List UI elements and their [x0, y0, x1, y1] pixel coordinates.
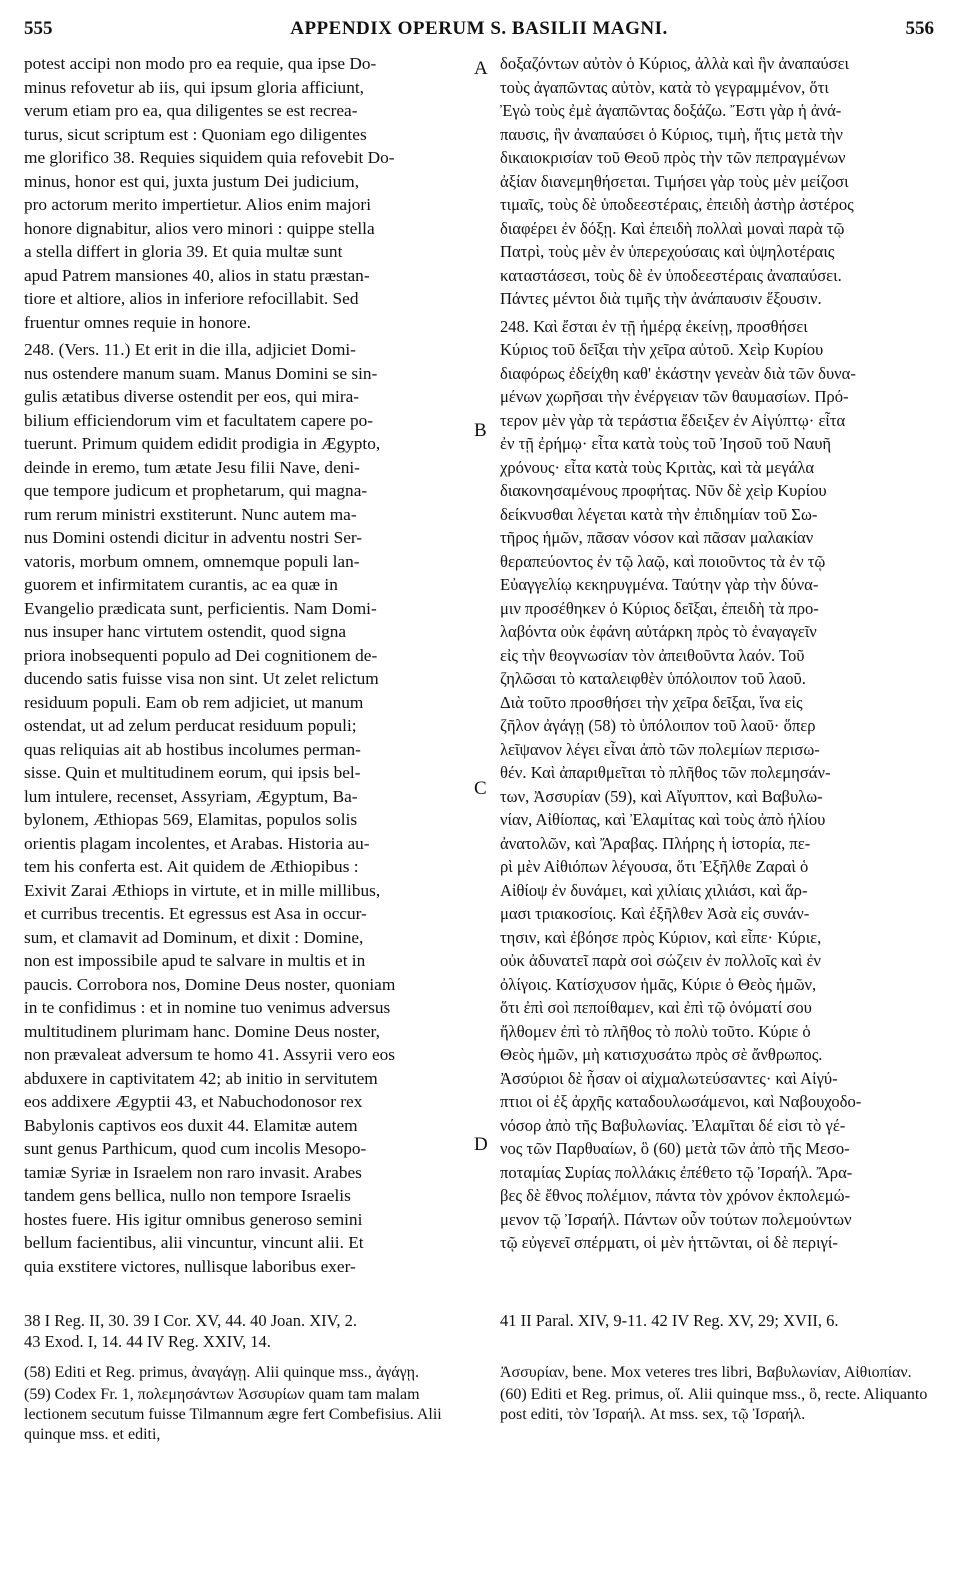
text-line: residuum populi. Eam ob rem adjiciet, ut manum — [24, 692, 364, 712]
text-line: quia exstitere victores, nullisque laboribus exer- — [24, 1256, 356, 1276]
text-line: rum rerum ministri exstiterunt. Nunc autem ma- — [24, 504, 357, 524]
text-line: sunt genus Parthicum, quod cum incolis Mesopo- — [24, 1139, 367, 1158]
text-line: nus Domini ostendi dicitur in adventu nostri Ser- — [24, 528, 363, 547]
text-line: Exivit Zarai Æthiops in virtute, et in mille millibus, — [24, 880, 381, 900]
text-line: Ἀσσύριοι δὲ ἦσαν οἱ αἰχμαλωτεύσαντες· καὶ Αἰγύ- — [500, 1068, 838, 1088]
text-line: μιν προσέθηκεν ὁ Κύριος δεῖξαι, ἐπειδὴ τὰ προ- — [500, 598, 819, 618]
footnotes-right — [500, 1310, 932, 1331]
page-number-left: 555 — [24, 18, 53, 39]
text-line: in te confidimus : et in nomine tuo venimus adversus — [24, 998, 391, 1017]
text-line: guorem et infirmitatem curantis, ac ea quæ in — [24, 575, 338, 594]
text-line: νόσορ ἀπὸ τῆς Βαβυλωνίας. Ἐλαμῖται δέ εἰσι τὸ γέ- — [500, 1115, 846, 1135]
text-line: πτιοι οἱ ἐξ ἀρχῆς καταδουλωσάμενοι, καὶ Ναβουχοδο- — [500, 1092, 862, 1111]
greek-column — [500, 52, 932, 1255]
text-line: Θεὸς ἡμῶν, μὴ κατισχυσάτω πρὸς σὲ ἄνθρωπος. — [500, 1045, 823, 1064]
text-line: διαφόρως ἐδείχθη καθ' ἑκάστην γενεὰν διὰ τῶν δυνα- — [500, 363, 856, 383]
text-line: priora inobsequenti populo ad Dei cognitionem de- — [24, 645, 378, 665]
text-line: bylonem, Æthiopas 569, Elamitas, populos solis — [24, 810, 358, 829]
text-line: Πάντες μέντοι διὰ τιμῆς τὴν ἀνάπαυσιν ἕξουσιν. — [500, 289, 822, 308]
text-line: non est impossibile apud te salvare in multis et in — [24, 951, 366, 970]
text-line: χρόνους· εἶτα κατὰ τοὺς Κριτὰς, καὶ τὰ μεγάλα — [500, 457, 815, 477]
text-line: nus insuper hanc virtutem ostendit, quod signa — [24, 622, 347, 641]
text-line: διαφέρει ἐν δόξῃ. Καὶ ἐπειδὴ πολλαὶ μοναὶ παρὰ τῷ — [500, 218, 845, 238]
text-line: quas reliquias ait ab hostibus incolumes perman- — [24, 739, 361, 759]
text-line: λαβόντα οὐκ ἐφάνη αὐτάρκη πρὸς τὸ ἐναγαγεῖν — [500, 622, 817, 641]
text-line: bilium efficiendorum vim et facultatem capere po- — [24, 410, 374, 430]
text-line: νίαν, Αἰθίοπας, καὶ Ἐλαμίτας καὶ τοὺς ἀπὸ ἡλίου — [500, 810, 826, 829]
text-line: vatoris, morbum omnem, omnemque populi lan- — [24, 551, 360, 571]
footnotes-left — [24, 1310, 474, 1352]
text-line: sisse. Quin et multitudinem eorum, qui ipsis bel- — [24, 763, 361, 782]
text-line: tandem gens bellica, nullo non tempore Israelis — [24, 1186, 351, 1205]
text-line: νος τῶν Παρθυαίων, ὃ (60) μετὰ τῶν ἀπὸ τῆς Μεσο- — [500, 1139, 850, 1158]
running-title: APPENDIX OPERUM S. BASILII MAGNI. — [290, 18, 668, 39]
text-line: τῷ εὐγενεῖ σπέρματι, οἱ μὲν ἡττῶνται, οἱ δὲ περιγί- — [500, 1233, 838, 1252]
editorial-note: Ἀσσυρίαν, bene. Mox veteres tres libri, Βαβυλωνίαν, Αἰθιοπίαν. — [500, 1364, 912, 1381]
text-line: tem his conferta est. Ait quidem de Æthiopibus : — [24, 857, 359, 876]
text-line: τοὺς ἀγαπῶντας αὐτὸν, κατὰ τὸ γεγραμμένον, ὅτι — [500, 77, 829, 97]
text-line: fruentur omnes requie in honore. — [24, 312, 251, 332]
text-line: 248. (Vers. 11.) Et erit in die illa, adjiciet Domi- — [24, 340, 356, 359]
text-line: paucis. Corrobora nos, Domine Deus noster, quoniam — [24, 974, 396, 994]
text-line: potest accipi non modo pro ea requie, qua ipse Do- — [24, 54, 377, 73]
section-marker-b: B — [474, 420, 487, 441]
text-line: nus ostendere manum suam. Manus Domini se sin- — [24, 363, 378, 383]
text-line: Εὐαγγελίῳ κεκηρυγμένα. Ταύτην γὰρ τὴν δύνα- — [500, 575, 819, 594]
text-line: que tempore judicum et prophetarum, qui magna- — [24, 481, 368, 500]
text-line: τιμαῖς, τοὺς δὲ ὑποδεεστέραις, ἐπειδὴ ἀστὴρ ἀστέρος — [500, 195, 854, 214]
footnote-line: 38 I Reg. II, 30. 39 I Cor. XV, 44. 40 Joan. XIV, 2. — [24, 1311, 358, 1330]
text-line: Πατρὶ, τοὺς μὲν ἐν ὑπερεχούσαις καὶ ὑψηλοτέραις — [500, 242, 835, 261]
text-line: minus refovetur ab iis, qui ipsum gloria afficiunt, — [24, 77, 364, 97]
page-header — [24, 18, 934, 48]
text-line: δείκνυσθαι λέγεται κατὰ τὴν ἐπιδημίαν τοῦ Σω- — [500, 504, 818, 524]
text-line: deinde in eremo, tum ætate Jesu filii Nave, deni- — [24, 457, 360, 477]
text-line: verum etiam pro ea, qua diligentes se est recrea- — [24, 101, 358, 120]
editorial-note: (60) Editi et Reg. primus, οἵ. Alii quinque mss., ὃ, recte. Aliquanto post editi, τὸν Ἰσραήλ. At mss. sex, τῷ Ἰσραήλ. — [500, 1386, 928, 1423]
text-line: eos addixere Ægyptii 43, et Nabuchodonosor rex — [24, 1092, 363, 1111]
text-line: Evangelio prædicata sunt, perficientis. Nam Domi- — [24, 598, 377, 618]
footnote-line: 43 Exod. I, 14. 44 IV Reg. XXIV, 14. — [24, 1332, 271, 1351]
text-line: a stella differt in gloria 39. Et quia multæ sunt — [24, 242, 343, 261]
text-line: bellum facientibus, alii vincuntur, vincunt alii. Et — [24, 1233, 364, 1252]
text-line: ἀξίαν διανεμηθήσεται. Τιμήσει γὰρ τοὺς μὲν μείζοσι — [500, 171, 849, 191]
text-line: οὐκ ἀδυνατεῖ παρὰ σοὶ σώζειν ἐν πολλοῖς καὶ ἐν — [500, 951, 821, 970]
text-line: lum intulere, recenset, Assyriam, Ægyptum, Ba- — [24, 786, 358, 806]
text-line: apud Patrem mansiones 40, alios in statu præstan- — [24, 265, 370, 285]
text-line: Κύριος τοῦ δεῖξαι τὴν χεῖρα αὐτοῦ. Χεὶρ Κυρίου — [500, 340, 824, 359]
text-line: βες δὲ ἔθνος πολέμιον, πάντα τὸν χρόνον ἐκπολεμώ- — [500, 1186, 851, 1205]
text-line: ζῆλον ἀγάγῃ (58) τὸ ὑπόλοιπον τοῦ λαοῦ· ὅπερ — [500, 716, 816, 735]
editorial-note: (58) Editi et Reg. primus, ἀναγάγῃ. Alii quinque mss., ἀγάγῃ. — [24, 1364, 420, 1381]
text-line: abduxere in captivitatem 42; ab initio in servitutem — [24, 1068, 378, 1088]
text-line: ποταμίας Συρίας πολλάκις ἐπέθετο τῷ Ἰσραήλ. Ἄρα- — [500, 1162, 853, 1182]
text-line: τῆρος ἡμῶν, πᾶσαν νόσον καὶ πᾶσαν μαλακίαν — [500, 528, 814, 547]
text-line: ἤλθομεν ἐπὶ τὸ πλῆθος τὸ πολὺ τοῦτο. Κύριε ὁ — [500, 1021, 811, 1041]
greek-paragraph-2 — [500, 315, 932, 1255]
text-line: ἐν τῇ ἐρήμῳ· εἶτα κατὰ τοὺς τοῦ Ἰησοῦ τοῦ Ναυῆ — [500, 434, 832, 453]
text-line: turus, sicut scriptum est : Quoniam ego diligentes — [24, 124, 367, 144]
text-line: pro actorum merito impertietur. Alios enim majori — [24, 195, 371, 214]
text-line: tuerunt. Primum quidem edidit prodigia in Ægypto, — [24, 434, 381, 453]
text-line: ducendo satis fuisse visa non sint. Ut zelet relictum — [24, 669, 379, 688]
text-line: 248. Καὶ ἔσται ἐν τῇ ἡμέρᾳ ἐκείνῃ, προσθήσει — [500, 316, 808, 336]
text-line: tiore et altiore, alios in inferiore refocillabit. Sed — [24, 289, 359, 308]
text-line: παυσις, ἣν ἀναπαύσει ὁ Κύριος, τιμὴ, ἥτις μετὰ τὴν — [500, 124, 843, 144]
text-line: ostendat, ut ad zelum perducat residuum populi; — [24, 716, 357, 735]
text-line: ζηλῶσαι τὸ καταλειφθὲν ὑπόλοιπον τοῦ λαοῦ. — [500, 669, 806, 688]
text-line: λεῖψανον λέγει εἶναι ἀπὸ τῶν πολεμίων περισω- — [500, 739, 820, 759]
text-line: non prævaleat adversum te homo 41. Assyrii vero eos — [24, 1045, 395, 1064]
text-line: me glorifico 38. Requies siquidem quia refovebit Do- — [24, 148, 395, 167]
text-line: ὀλίγοις. Κατίσχυσον ἡμᾶς, Κύριε ὁ Θεὸς ἡμῶν, — [500, 974, 817, 994]
editorial-note: (59) Codex Fr. 1, πολεμησάντων Ἀσσυρίων quam tam malam lectionem secutum fuisse Tilmannum ægre fert Combefisius. Alii quinque mss. et editi, — [24, 1386, 442, 1443]
text-line: hostes fuere. His igitur omnibus generoso semini — [24, 1209, 363, 1229]
editorial-notes-left — [24, 1363, 474, 1445]
text-line: ὅτι ἐπὶ σοὶ πεποίθαμεν, καὶ ἐπὶ τῷ ὀνόματί σου — [500, 998, 812, 1017]
footnote-line: 41 II Paral. XIV, 9-11. 42 IV Reg. XV, 29; XVII, 6. — [500, 1311, 839, 1330]
latin-paragraph-1 — [24, 52, 464, 334]
text-line: δοξαζόντων αὐτὸν ὁ Κύριος, ἀλλὰ καὶ ἣν ἀναπαύσει — [500, 54, 850, 73]
text-line: τησιν, καὶ ἐβόησε πρὸς Κύριον, καὶ εἶπε· Κύριε, — [500, 927, 822, 947]
section-marker-d: D — [474, 1134, 488, 1155]
greek-paragraph-1 — [500, 52, 932, 311]
latin-paragraph-2 — [24, 338, 464, 1278]
page-number-right: 556 — [905, 18, 934, 39]
text-line: orientis plagam incolentes, et Arabas. Historia au- — [24, 833, 370, 853]
text-line: multitudinem plurimam hanc. Domine Deus noster, — [24, 1021, 380, 1041]
text-line: Babylonis captivos eos duxit 44. Elamitæ autem — [24, 1115, 358, 1135]
text-line: δικαιοκρισίαν τοῦ Θεοῦ πρὸς τὴν τῶν πεπραγμένων — [500, 148, 846, 167]
section-marker-a: A — [474, 58, 488, 79]
text-line: ἀνατολῶν, καὶ Ἄραβας. Πλήρης ἡ ἱστορία, πε- — [500, 833, 811, 853]
text-line: τερον μὲν γὰρ τὰ τεράστια ἔδειξεν ἐν Αἰγύπτῳ· εἶτα — [500, 410, 846, 430]
text-line: Αἰθίοψ ἐν δυνάμει, καὶ χιλίαις χιλιάσι, καὶ ἅρ- — [500, 880, 808, 900]
text-line: tamiæ Syriæ in Israelem non raro invasit. Arabes — [24, 1162, 362, 1182]
text-line: minus, honor est qui, juxta justum Dei judicium, — [24, 171, 360, 191]
text-line: θέν. Καὶ ἀπαριθμεῖται τὸ πλῆθος τῶν πολεμησάν- — [500, 763, 831, 782]
editorial-notes-right — [500, 1363, 932, 1425]
section-marker-c: C — [474, 778, 487, 799]
text-line: Ἐγὼ τοὺς ἐμὲ ἀγαπῶντας δοξάζω. Ἔστι γὰρ ἡ ἀνά- — [500, 101, 842, 120]
text-line: ρὶ μὲν Αἰθιόπων λέγουσα, ὅτι Ἐξῆλθε Ζαραὶ ὁ — [500, 857, 809, 876]
latin-column — [24, 52, 464, 1278]
text-line: θεραπεύοντος ἐν τῷ λαῷ, καὶ ποιοῦντος τὰ ἐν τῷ — [500, 551, 826, 571]
text-line: honore dignabitur, alios vero minori : quippe stella — [24, 218, 375, 238]
text-line: gulis ætatibus diverse ostendit per eos, qui mira- — [24, 387, 360, 406]
text-line: sum, et clamavit ad Dominum, et dixit : Domine, — [24, 927, 364, 947]
text-line: μένων χωρῆσαι τὴν ἐνέργειαν τῶν θαυμασίων. Πρό- — [500, 387, 849, 406]
text-line: et curribus trecentis. Et egressus est Asa in occur- — [24, 904, 367, 923]
text-line: των, Ἀσσυρίαν (59), καὶ Αἴγυπτον, καὶ Βαβυλω- — [500, 786, 823, 806]
text-line: καταστάσεσι, τοὺς δὲ ἐν ὑποδεεστέραις ἀναπαύσει. — [500, 265, 842, 285]
text-line: εἰς τὴν θεογνωσίαν τὸν ἀπειθοῦντα λαόν. Τοῦ — [500, 645, 805, 665]
text-line: μασι τριακοσίοις. Καὶ ἐξῆλθεν Ἀσὰ εἰς συνάν- — [500, 904, 810, 923]
text-line: Διὰ τοῦτο προσθήσει τὴν χεῖρα δεῖξαι, ἵνα εἰς — [500, 692, 803, 712]
text-line: μενον τῷ Ἰσραήλ. Πάντων οὖν τούτων πολεμούντων — [500, 1209, 852, 1229]
text-line: διακονησαμένους προφήτας. Νῦν δὲ χεὶρ Κυρίου — [500, 481, 827, 500]
